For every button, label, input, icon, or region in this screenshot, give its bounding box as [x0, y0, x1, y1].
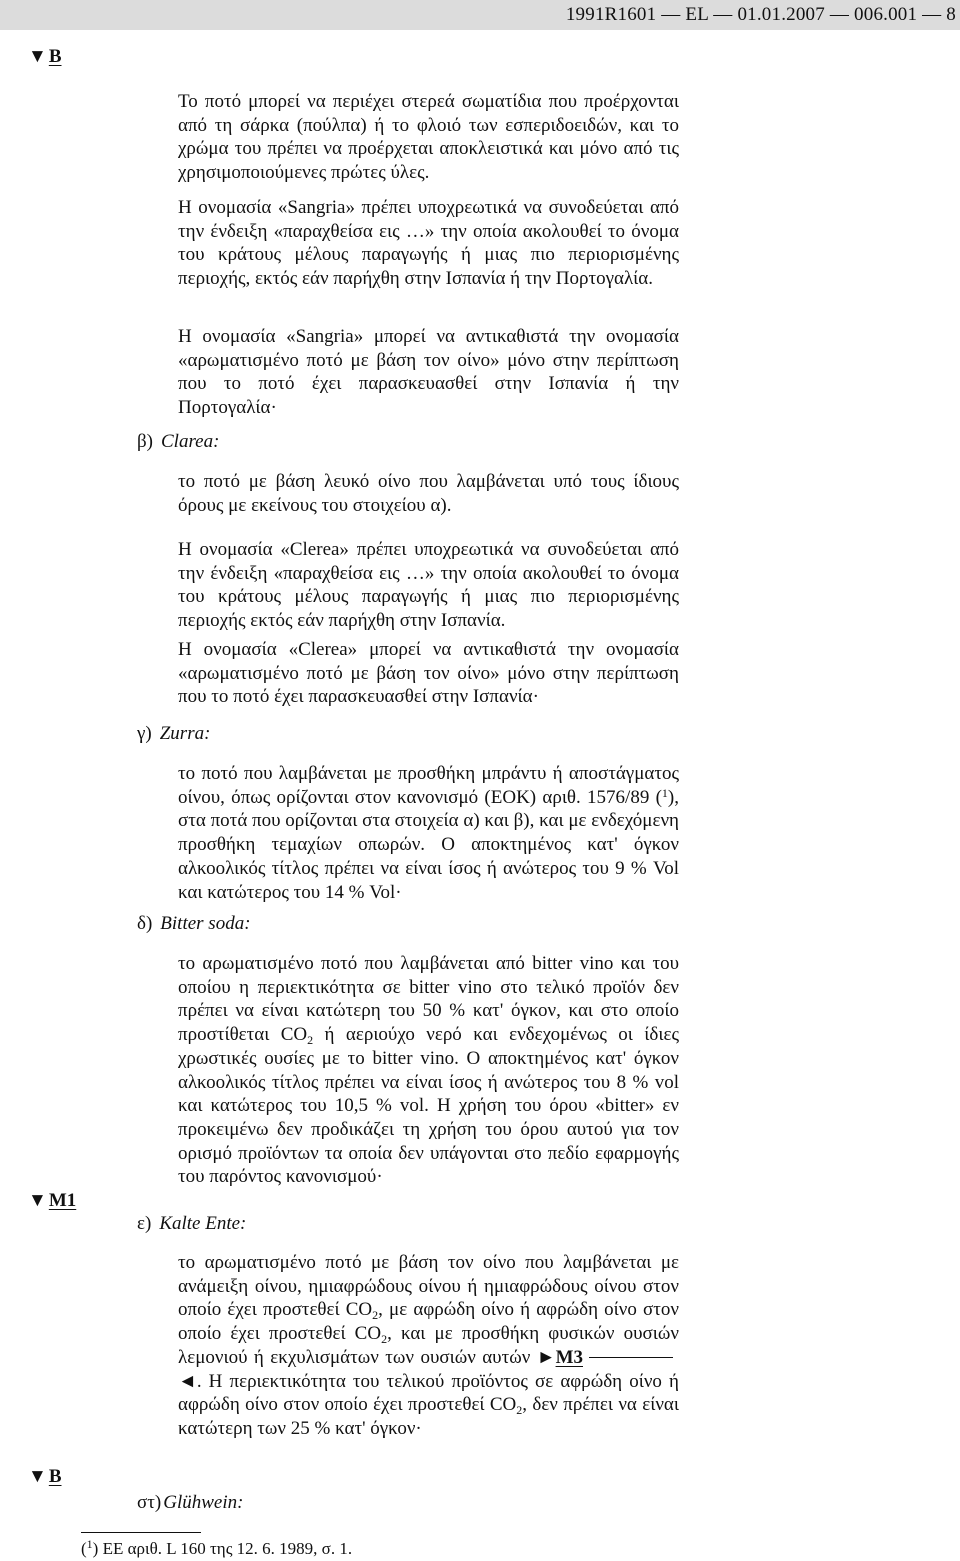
bitter-soda-paragraph [178, 952, 679, 1189]
clarea-paragraph-2: Η ονομασία «Clerea» πρέπει υποχρεωτικά να συνοδεύεται από την ένδειξη «παραχθείσα εις …» την οποία ακολουθεί το όνομα του κράτους μέλους παραγωγής ή μιας πιο περιορισμένης περιοχής εκτός εάν παρήχθη στην Ισπανία. [178, 539, 679, 632]
marker-label: M1 [48, 1190, 77, 1211]
kalte-text-2: , με αφρώδη οίνο ή αφρώδη οίνο στον οποίο έχει προστεθεί CO [178, 1299, 679, 1345]
footnote-text: ΕΕ αριθ. L 160 της 12. 6. 1989, σ. 1. [102, 1539, 353, 1558]
triangle-down-icon: ▼ [28, 46, 47, 67]
sangria-paragraph-1: Το ποτό μπορεί να περιέχει στερεά σωματίδια που προέρχονται από τη σάρκα (πούλπα) ή το φλοιό των εσπεριδοειδών, και το χρώμα του πρέπει να προέρχεται αποκλειστικά και μόνο από τις χρησιμοποιούμενες πρώτες ύλες. [178, 91, 679, 184]
kalte-text-3: , και με προσθήκη φυσικών ουσιών λεμονιού ή εκχυλισμάτων των ουσιών αυτών [178, 1323, 679, 1368]
amendment-reference-m3[interactable]: M3 [555, 1346, 583, 1368]
item-name: Bitter soda: [160, 913, 251, 934]
item-letter: δ) [137, 913, 153, 934]
deleted-text-line [589, 1357, 673, 1358]
item-letter: β) [137, 431, 153, 452]
footnote-mark: 1 [86, 1537, 93, 1551]
marker-label: B [48, 1466, 62, 1487]
play-left-icon: ◄ [178, 1370, 197, 1392]
subscript: 2 [381, 1332, 388, 1347]
bitter-text-a: το αρωματισμένο ποτό που λαμβάνεται από bitter vino και του οποίου η περιεκτικότητα σε bitter vino στο τελικό προϊόν δεν πρέπει να είναι κατώτερη του 50 % κατ' όγκον, και στο οποίο προστίθεται CO [178, 953, 679, 1046]
footnote-divider [81, 1532, 201, 1533]
subscript: 2 [516, 1403, 523, 1418]
footnote: ($^1$) ΕΕ αριθ. L 160 της 12. 6. 1989, σ. 1. [81, 1537, 353, 1558]
sangria-paragraph-2: Η ονομασία «Sangria» πρέπει υποχρεωτικά να συνοδεύεται από την ένδειξη «παραχθείσα εις …» την οποία ακολουθεί το όνομα του κράτους μέλους παραγωγής ή μιας πιο περιορισμένης περιοχής, εκτός εάν παρήχθη στην Ισπανία ή την Πορτογαλία. [178, 197, 679, 290]
footnote-reference[interactable]: 1 [661, 785, 668, 800]
item-label-clarea [137, 430, 219, 454]
amendment-marker-m1 [28, 1190, 76, 1212]
kalte-ente-paragraph [178, 1251, 679, 1441]
item-label-gluhwein [137, 1491, 243, 1515]
zurra-text-a: το ποτό που λαμβάνεται με προσθήκη μπράντυ ή αποστάγματος οίνου, όπως ορίζονται στον κανονισμό (ΕΟΚ) αριθ. 1576/89 ( [178, 763, 679, 808]
item-label-kalte-ente [137, 1212, 246, 1236]
item-label-bitter-soda [137, 912, 251, 936]
document-header: 1991R1601 — EL — 01.01.2007 — 006.001 — 8 [0, 0, 960, 30]
sangria-paragraph-3: Η ονομασία «Sangria» μπορεί να αντικαθιστά την ονομασία «αρωματισμένο ποτό με βάση τον οίνο» μόνο στην περίπτωση που το ποτό έχει παρασκευασθεί στην Ισπανία ή την Πορτογαλία· [178, 326, 679, 419]
triangle-down-icon: ▼ [28, 1466, 47, 1487]
subscript: 2 [307, 1033, 314, 1048]
item-letter: ε) [137, 1213, 152, 1234]
subscript: 2 [372, 1308, 379, 1323]
item-letter: στ) [137, 1492, 162, 1513]
clarea-paragraph-3: Η ονομασία «Clerea» μπορεί να αντικαθιστά την ονομασία «αρωματισμένο ποτό με βάση τον οίνο» μόνο στην περίπτωση που το ποτό έχει παρασκευασθεί στην Ισπανία· [178, 639, 679, 708]
item-letter: γ) [137, 723, 152, 744]
item-name: Zurra: [159, 723, 211, 744]
marker-label: B [48, 46, 62, 67]
bitter-text-b: ή αεριούχο νερό και ενδεχομένως οι ίδιες χρωστικές ουσίες με το bitter vino. Ο αποκτημένος κατ' όγκον αλκοολικός τίτλος πρέπει να είναι ίσος ή ανώτερος του 8 % vol και κατώτερος του 10,5 % vol. Η χρήση του όρου «bitter» εν προκειμένω δεν προδικάζει τη χρήση του όρου αυτού για τον ορισμό προϊόντων τα οποία δεν υπάγονται στο πεδίο εφαρμογής του παρόντος κανονισμού· [178, 1024, 679, 1188]
amendment-marker-b [28, 1466, 62, 1488]
item-name: Kalte Ente: [159, 1213, 247, 1234]
amendment-marker-b [28, 46, 62, 68]
zurra-paragraph [178, 762, 679, 904]
zurra-text-b: ), στα ποτά που ορίζονται στα στοιχεία α) και β), και με ενδεχόμενη προσθήκη τεμαχίων οπωρών. Ο αποκτημένος κατ' όγκον αλκοολικός τίτλος πρέπει να είναι ίσος ή ανώτερος του 9 % Vol και κατώτερος του 14 % Vol· [178, 786, 679, 903]
clarea-paragraph-1: το ποτό με βάση λευκό οίνο που λαμβάνεται υπό τους ίδιους όρους με εκείνους του στοιχείου α). [178, 471, 679, 516]
kalte-text-1: το αρωματισμένο ποτό με βάση τον οίνο που λαμβάνεται με ανάμειξη οίνου, ημιαφρώδους οίνου ή ημιαφρώδους οίνου στον οποίο έχει προστεθεί CO [178, 1252, 679, 1321]
triangle-down-icon: ▼ [28, 1190, 47, 1211]
kalte-text-4: . Η περιεκτικότητα του τελικού προϊόντος σε αφρώδη οίνο ή αφρώδη οίνο στον οποίο έχει προστεθεί CO [178, 1370, 679, 1416]
item-name: Clarea: [161, 431, 220, 452]
item-name: Glühwein: [163, 1492, 244, 1513]
item-label-zurra [137, 722, 210, 746]
play-right-icon: ► [536, 1346, 556, 1368]
kalte-text-5: , δεν πρέπει να είναι κατώτερη των 25 % κατ' όγκον· [178, 1394, 679, 1439]
